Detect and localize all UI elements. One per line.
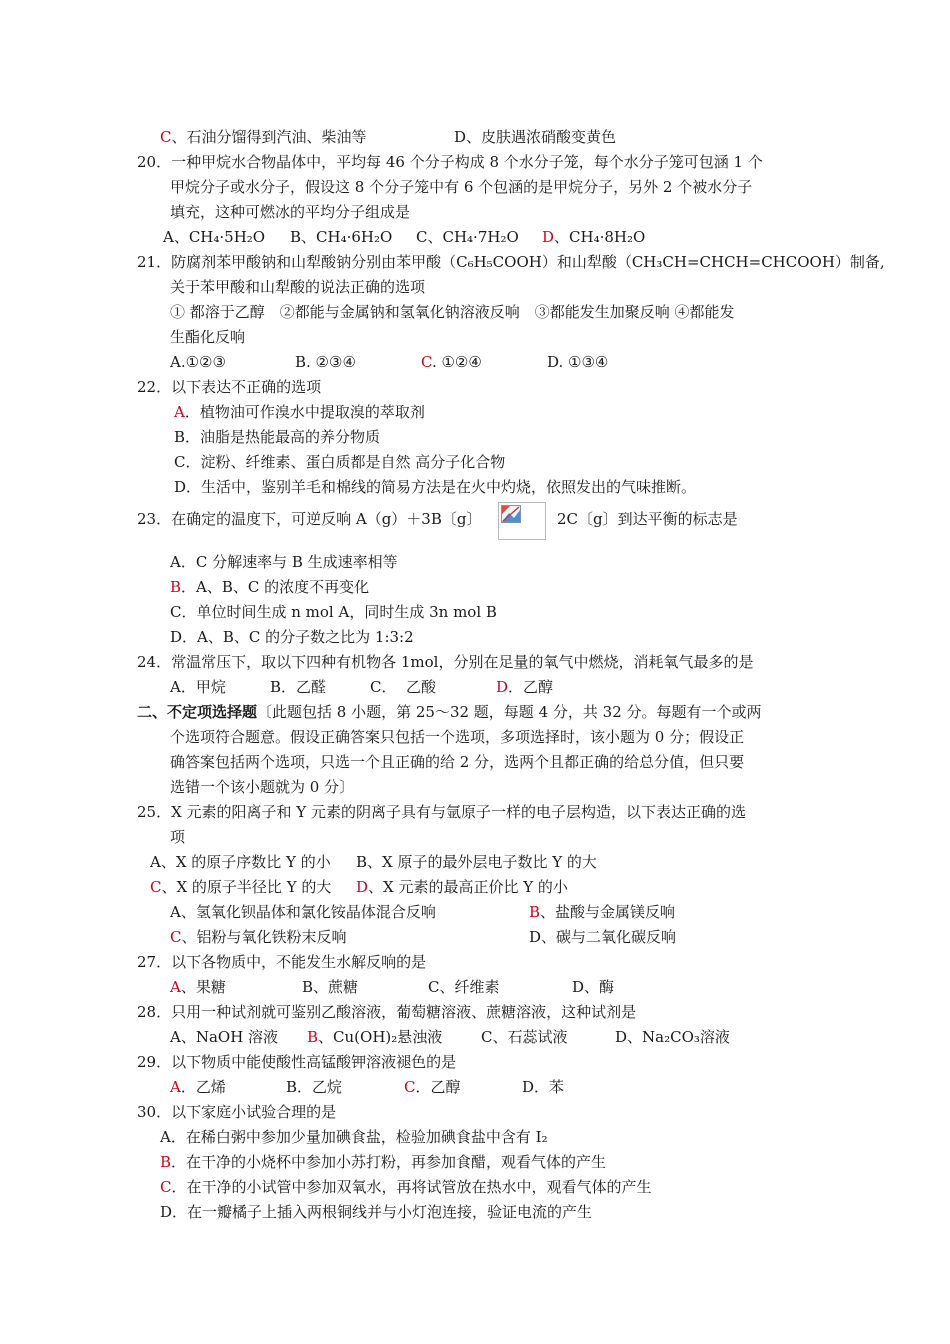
q28-stem: 28．只用一种试剂就可鉴别乙酸溶液，葡萄糖溶液、蔗糖溶液，这种试剂是 [137, 1003, 637, 1021]
q29-option-a: A．乙烯 [170, 1078, 226, 1096]
answer-mark: D [496, 678, 509, 696]
reversible-arrow-image [498, 502, 546, 540]
q19-option-c: C、石油分馏得到汽油、柴油等 [160, 128, 367, 146]
q27-option-c: C、纤维素 [428, 978, 500, 996]
q27-option-b: B、蔗糖 [302, 978, 359, 996]
answer-mark: C [160, 128, 172, 146]
section2-instructions-line4: 选错一个该小题就为 0 分〕 [170, 778, 355, 796]
answer-mark: C [421, 353, 432, 371]
q21-option-c: C. ①②④ [421, 353, 482, 371]
q23-option-b: B．A、B、C 的浓度不再变化 [170, 578, 370, 596]
q25-stem-line1: 25．X 元素的阳离子和 Y 元素的阴离子具有与氩原子一样的电子层构造，以下表达正确的选 [137, 803, 746, 821]
q25-option-a: A、X 的原子序数比 Y 的小 [150, 853, 331, 871]
q21-stem-line2: 关于苯甲酸和山犁酸的说法正确的选项 [170, 278, 426, 296]
answer-mark: A [170, 1078, 181, 1096]
answer-mark: C [150, 878, 162, 896]
q21-option-d: D. ①③④ [547, 353, 609, 371]
q22-option-d: D．生活中，鉴别羊毛和棉线的简易方法是在火中灼烧，依照发出的气味推断。 [174, 478, 697, 496]
section2-instructions-line3: 确答案包括两个选项，只选一个且正确的给 2 分，选两个且都正确的给总分值，但只要 [170, 753, 745, 771]
q26-option-b: B、盐酸与金属镁反响 [529, 903, 676, 921]
answer-mark: B [307, 1028, 319, 1046]
q23-option-a: A．C 分解速率与 B 生成速率相等 [170, 553, 398, 571]
q23-option-c: C．单位时间生成 n mol A，同时生成 3n mol B [170, 603, 497, 621]
q20-option-d: D、CH₄·8H₂O [542, 228, 646, 246]
answer-mark: C [404, 1078, 416, 1096]
section-title: 二、不定项选择题 [137, 703, 258, 721]
q27-option-d: D、酶 [572, 978, 615, 996]
q19-option-d: D、皮肤遇浓硝酸变黄色 [454, 128, 617, 146]
q25-stem-line2: 项 [170, 828, 186, 846]
q20-stem-line1: 20．一种甲烷水合物晶体中，平均每 46 个分子构成 8 个水分子笼，每个水分子笼可包涵 1 个 [137, 153, 763, 171]
q26-option-a: A、氢氧化钡晶体和氯化铵晶体混合反响 [170, 903, 436, 921]
q28-option-a: A、NaOH 溶液 [170, 1028, 279, 1046]
q29-option-b: B．乙烷 [286, 1078, 343, 1096]
answer-mark: D [356, 878, 369, 896]
q30-stem: 30．以下家庭小试验合理的是 [137, 1103, 337, 1121]
q29-stem: 29．以下物质中能使酸性高锰酸钾溶液褪色的是 [137, 1053, 457, 1071]
answer-mark: A [174, 403, 185, 421]
q20-option-b: B、CH₄·6H₂O [290, 228, 393, 246]
q22-option-a: A．植物油可作溴水中提取溴的萃取剂 [174, 403, 425, 421]
q28-option-d: D、Na₂CO₃溶液 [615, 1028, 730, 1046]
q21-stem-line1: 21．防腐剂苯甲酸钠和山犁酸钠分别由苯甲酸（C₆H₅COOH）和山犁酸（CH₃CH=CHCH=CHCOOH）制备, [137, 253, 885, 271]
q28-option-c: C、石蕊试液 [481, 1028, 568, 1046]
answer-mark: A [170, 978, 181, 996]
section2-instructions-line2: 个选项符合题意。假设正确答案只包括一个选项，多项选择时，该小题为 0 分；假设正 [170, 728, 745, 746]
q29-option-c: C．乙醇 [404, 1078, 461, 1096]
q24-stem: 24．常温常压下，取以下四种有机物各 1mol，分别在足量的氧气中燃烧，消耗氧气最多的是 [137, 653, 754, 671]
q21-statements-line2: 生酯化反响 [170, 328, 246, 346]
q22-option-c: C．淀粉、纤维素、蛋白质都是自然 高分子化合物 [174, 453, 506, 471]
broken-image-icon [501, 505, 521, 523]
q25-option-d: D、X 元素的最高正价比 Y 的小 [356, 878, 568, 896]
answer-mark: B [529, 903, 541, 921]
q30-option-c: C．在干净的小试管中参加双氧水，再将试管放在热水中，观看气体的产生 [160, 1178, 652, 1196]
q29-option-d: D．苯 [522, 1078, 565, 1096]
q24-option-c: C． 乙酸 [370, 678, 437, 696]
q21-option-a: A.①②③ [170, 353, 226, 371]
q20-stem-line2: 甲烷分子或水分子，假设这 8 个分子笼中有 6 个包涵的是甲烷分子，另外 2 个被水分子 [170, 178, 753, 196]
answer-mark: C [170, 928, 182, 946]
q30-option-b: B．在干净的小烧杯中参加小苏打粉，再参加食醋，观看气体的产生 [160, 1153, 607, 1171]
q28-option-b: B、Cu(OH)₂悬浊液 [307, 1028, 443, 1046]
answer-mark: D [542, 228, 555, 246]
q23-stem-part1: 23．在确定的温度下，可逆反响 A（g）＋3B〔g〕 [137, 510, 482, 528]
q20-option-a: A、CH₄·5H₂O [163, 228, 266, 246]
q26-option-d: D、碳与二氧化碳反响 [529, 928, 677, 946]
answer-mark: B [170, 578, 182, 596]
q26-option-c: C、铝粉与氧化铁粉末反响 [170, 928, 347, 946]
q21-option-b: B. ②③④ [295, 353, 356, 371]
q20-stem-line3: 填充，这种可燃冰的平均分子组成是 [170, 203, 411, 221]
q24-option-a: A．甲烷 [170, 678, 226, 696]
q24-option-d: D．乙醇 [496, 678, 554, 696]
answer-mark: C [160, 1178, 172, 1196]
q27-stem: 27．以下各物质中，不能发生水解反响的是 [137, 953, 427, 971]
q30-option-d: D．在一瓣橘子上插入两根铜线并与小灯泡连接，验证电流的产生 [160, 1203, 593, 1221]
q30-option-a: A．在稀白粥中参加少量加碘食盐，检验加碘食盐中含有 I₂ [160, 1128, 548, 1146]
q23-option-d: D．A、B、C 的分子数之比为 1:3:2 [170, 628, 414, 646]
q25-option-c: C、X 的原子半径比 Y 的大 [150, 878, 332, 896]
q25-option-b: B、X 原子的最外层电子数比 Y 的大 [356, 853, 597, 871]
q24-option-b: B．乙醛 [270, 678, 327, 696]
q22-stem: 22．以下表达不正确的选项 [137, 378, 322, 396]
q22-option-b: B．油脂是热能最高的养分物质 [174, 428, 381, 446]
q20-option-c: C、CH₄·7H₂O [416, 228, 519, 246]
q23-stem-part2: 2C〔g〕到达平衡的标志是 [557, 510, 738, 528]
answer-mark: B [160, 1153, 172, 1171]
q21-statements-line1: ① 都溶于乙醇 ②都能与金属钠和氢氧化钠溶液反响 ③都能发生加聚反响 ④都能发 [170, 303, 735, 321]
q27-option-a: A、果糖 [170, 978, 226, 996]
section2-instructions-line1: 二、不定项选择题〔此题包括 8 小题，第 25～32 题，每题 4 分，共 32 分。每题有一个或两 [137, 703, 762, 721]
